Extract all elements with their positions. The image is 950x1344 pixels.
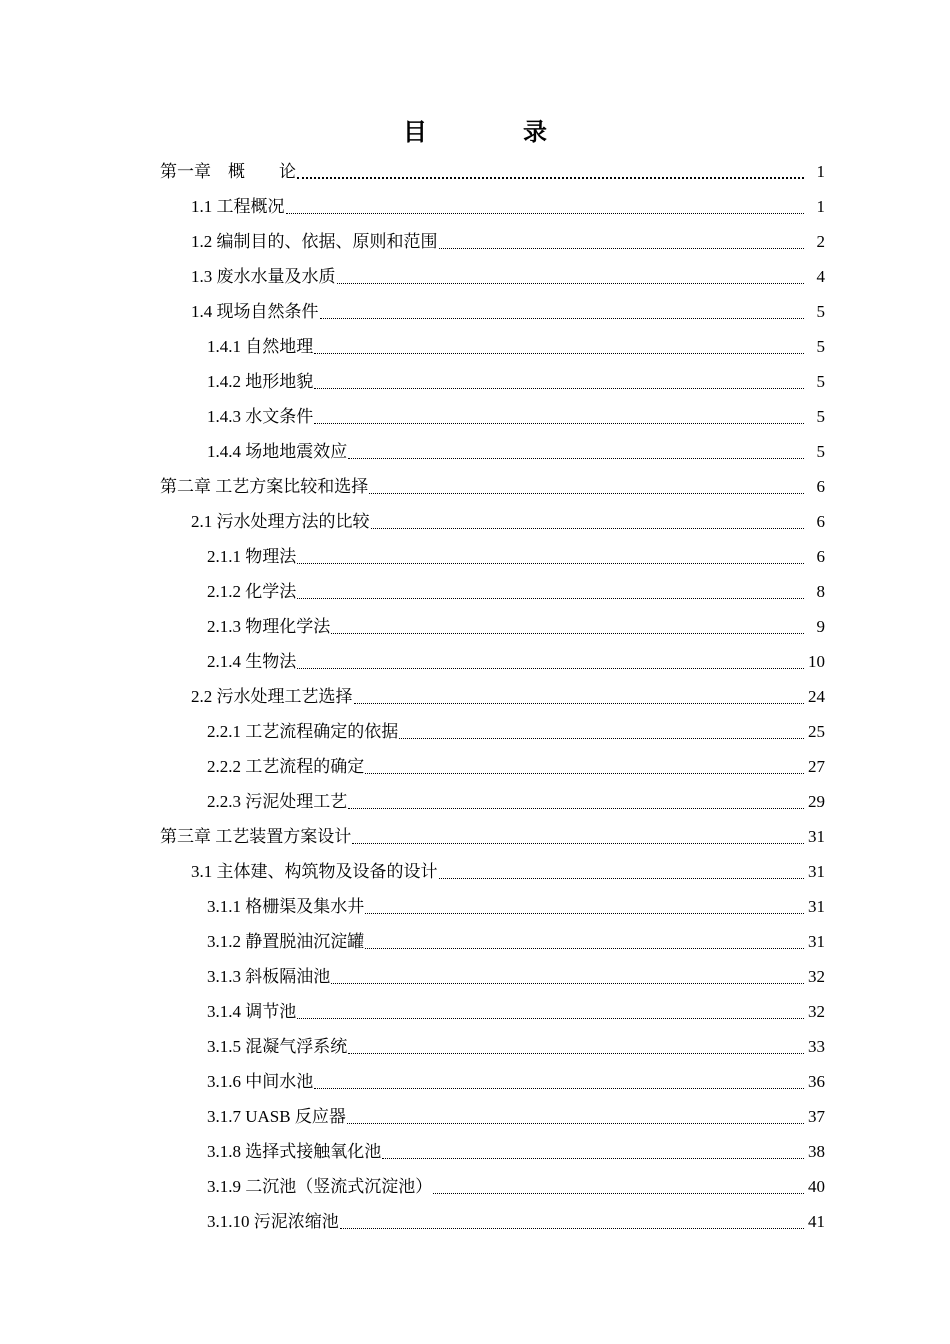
toc-entry-label: 2.1.1 物理法 xyxy=(207,547,297,566)
toc-entry-page-number: 31 xyxy=(808,932,825,951)
toc-dot-leader xyxy=(340,1204,804,1239)
toc-entry[interactable] xyxy=(0,1099,950,1134)
toc-list xyxy=(0,154,950,1239)
toc-entry-page-number: 31 xyxy=(808,862,825,881)
toc-entry[interactable] xyxy=(0,154,950,189)
toc-entry-page-number: 6 xyxy=(816,477,825,496)
toc-entry-label: 第三章 工艺装置方案设计 xyxy=(160,827,352,846)
toc-dot-leader xyxy=(297,994,804,1029)
toc-entry[interactable] xyxy=(0,749,950,784)
toc-entry-page-number: 29 xyxy=(808,792,825,811)
toc-entry[interactable] xyxy=(0,714,950,749)
toc-entry-page-number: 33 xyxy=(808,1037,825,1056)
toc-entry-label: 3.1.9 二沉池（竖流式沉淀池） xyxy=(207,1177,433,1196)
toc-dot-leader xyxy=(365,924,804,959)
toc-dot-leader xyxy=(439,224,805,259)
toc-entry-label: 1.2 编制目的、依据、原则和范围 xyxy=(191,232,438,251)
toc-dot-leader xyxy=(314,399,804,434)
toc-entry[interactable] xyxy=(0,1169,950,1204)
toc-dot-leader xyxy=(439,854,805,889)
toc-entry-label: 3.1 主体建、构筑物及设备的设计 xyxy=(191,862,438,881)
toc-entry-page-number: 5 xyxy=(816,337,825,356)
toc-entry-page-number: 41 xyxy=(808,1212,825,1231)
toc-entry[interactable] xyxy=(0,1064,950,1099)
toc-entry-label: 3.1.6 中间水池 xyxy=(207,1072,314,1091)
toc-entry[interactable] xyxy=(0,399,950,434)
toc-dot-leader xyxy=(337,259,805,294)
toc-dot-leader xyxy=(331,609,804,644)
toc-entry[interactable] xyxy=(0,1134,950,1169)
toc-entry-page-number: 5 xyxy=(816,442,825,461)
toc-entry[interactable] xyxy=(0,434,950,469)
toc-entry-page-number: 25 xyxy=(808,722,825,741)
toc-entry[interactable] xyxy=(0,994,950,1029)
toc-dot-leader xyxy=(371,504,805,539)
toc-dot-leader xyxy=(433,1169,804,1204)
toc-entry-label: 2.1.4 生物法 xyxy=(207,652,297,671)
toc-dot-leader xyxy=(331,959,804,994)
toc-entry[interactable] xyxy=(0,609,950,644)
toc-entry-page-number: 6 xyxy=(816,512,825,531)
toc-dot-leader xyxy=(286,189,805,224)
toc-entry-label: 1.4.2 地形地貌 xyxy=(207,372,314,391)
toc-dot-leader xyxy=(365,889,804,924)
toc-entry-label: 2.1.3 物理化学法 xyxy=(207,617,331,636)
toc-entry-label: 1.4.1 自然地理 xyxy=(207,337,314,356)
toc-entry-page-number: 5 xyxy=(816,302,825,321)
toc-entry-label: 3.1.2 静置脱油沉淀罐 xyxy=(207,932,365,951)
toc-entry[interactable] xyxy=(0,644,950,679)
toc-dot-leader xyxy=(320,294,805,329)
toc-entry-page-number: 5 xyxy=(816,372,825,391)
toc-dot-leader xyxy=(314,1064,804,1099)
toc-entry-label: 1.3 废水水量及水质 xyxy=(191,267,336,286)
toc-entry-page-number: 27 xyxy=(808,757,825,776)
toc-entry[interactable] xyxy=(0,469,950,504)
toc-dot-leader xyxy=(348,434,804,469)
toc-entry-label: 3.1.1 格栅渠及集水井 xyxy=(207,897,365,916)
toc-dot-leader xyxy=(365,749,804,784)
toc-entry-label: 3.1.10 污泥浓缩池 xyxy=(207,1212,339,1231)
toc-entry-label: 3.1.7 UASB 反应器 xyxy=(207,1107,346,1126)
toc-entry[interactable] xyxy=(0,959,950,994)
toc-entry-page-number: 8 xyxy=(816,582,825,601)
toc-entry[interactable] xyxy=(0,924,950,959)
toc-entry-page-number: 32 xyxy=(808,967,825,986)
toc-entry[interactable] xyxy=(0,224,950,259)
toc-entry-label: 3.1.4 调节池 xyxy=(207,1002,297,1021)
toc-entry-page-number: 5 xyxy=(816,407,825,426)
toc-dot-leader xyxy=(382,1134,804,1169)
toc-entry-label: 2.2 污水处理工艺选择 xyxy=(191,687,353,706)
toc-entry[interactable] xyxy=(0,854,950,889)
toc-entry-page-number: 24 xyxy=(808,687,825,706)
toc-dot-leader xyxy=(297,574,804,609)
toc-dot-leader xyxy=(347,1099,804,1134)
toc-dot-leader xyxy=(297,539,804,574)
toc-entry-page-number: 10 xyxy=(808,652,825,671)
toc-entry-page-number: 32 xyxy=(808,1002,825,1021)
toc-entry-label: 3.1.8 选择式接触氧化池 xyxy=(207,1142,382,1161)
toc-title: 目 录 xyxy=(403,118,583,146)
toc-entry[interactable] xyxy=(0,784,950,819)
toc-entry-page-number: 31 xyxy=(808,827,825,846)
toc-entry-label: 第一章 概 论 xyxy=(160,162,296,181)
toc-entry[interactable] xyxy=(0,679,950,714)
toc-entry[interactable] xyxy=(0,539,950,574)
toc-dot-leader xyxy=(369,469,804,504)
toc-entry[interactable] xyxy=(0,504,950,539)
toc-entry-page-number: 38 xyxy=(808,1142,825,1161)
toc-entry[interactable] xyxy=(0,819,950,854)
toc-entry-page-number: 9 xyxy=(816,617,825,636)
toc-dot-leader xyxy=(348,784,804,819)
toc-entry-label: 1.4.4 场地地震效应 xyxy=(207,442,348,461)
toc-entry-label: 1.4 现场自然条件 xyxy=(191,302,319,321)
toc-entry-page-number: 31 xyxy=(808,897,825,916)
toc-entry-label: 2.2.2 工艺流程的确定 xyxy=(207,757,365,776)
toc-dot-leader xyxy=(314,364,804,399)
toc-entry-label: 2.1 污水处理方法的比较 xyxy=(191,512,370,531)
toc-entry-label: 2.2.1 工艺流程确定的依据 xyxy=(207,722,399,741)
toc-entry[interactable] xyxy=(0,1204,950,1239)
toc-dot-leader xyxy=(352,819,804,854)
toc-entry-label: 第二章 工艺方案比较和选择 xyxy=(160,477,369,496)
toc-entry-page-number: 4 xyxy=(816,267,825,286)
toc-entry-label: 3.1.3 斜板隔油池 xyxy=(207,967,331,986)
toc-entry-page-number: 36 xyxy=(808,1072,825,1091)
toc-entry[interactable] xyxy=(0,1029,950,1064)
toc-entry[interactable] xyxy=(0,574,950,609)
toc-entry-label: 2.1.2 化学法 xyxy=(207,582,297,601)
toc-entry-label: 1.1 工程概况 xyxy=(191,197,285,216)
toc-entry[interactable] xyxy=(0,364,950,399)
toc-dot-leader xyxy=(297,644,804,679)
toc-entry-label: 1.4.3 水文条件 xyxy=(207,407,314,426)
toc-entry-label: 3.1.5 混凝气浮系统 xyxy=(207,1037,348,1056)
toc-dot-leader xyxy=(354,679,805,714)
toc-dot-leader xyxy=(314,329,804,364)
toc-entry[interactable] xyxy=(0,259,950,294)
toc-dot-leader xyxy=(399,714,804,749)
toc-entry[interactable] xyxy=(0,294,950,329)
toc-entry-page-number: 40 xyxy=(808,1177,825,1196)
toc-entry[interactable] xyxy=(0,189,950,224)
toc-entry-page-number: 1 xyxy=(816,197,825,216)
toc-entry[interactable] xyxy=(0,329,950,364)
toc-entry-page-number: 2 xyxy=(816,232,825,251)
toc-dot-leader xyxy=(348,1029,804,1064)
toc-entry-label: 2.2.3 污泥处理工艺 xyxy=(207,792,348,811)
toc-dot-leader xyxy=(297,154,804,189)
toc-entry[interactable] xyxy=(0,889,950,924)
toc-entry-page-number: 6 xyxy=(816,547,825,566)
toc-entry-page-number: 1 xyxy=(816,162,825,181)
toc-entry-page-number: 37 xyxy=(808,1107,825,1126)
